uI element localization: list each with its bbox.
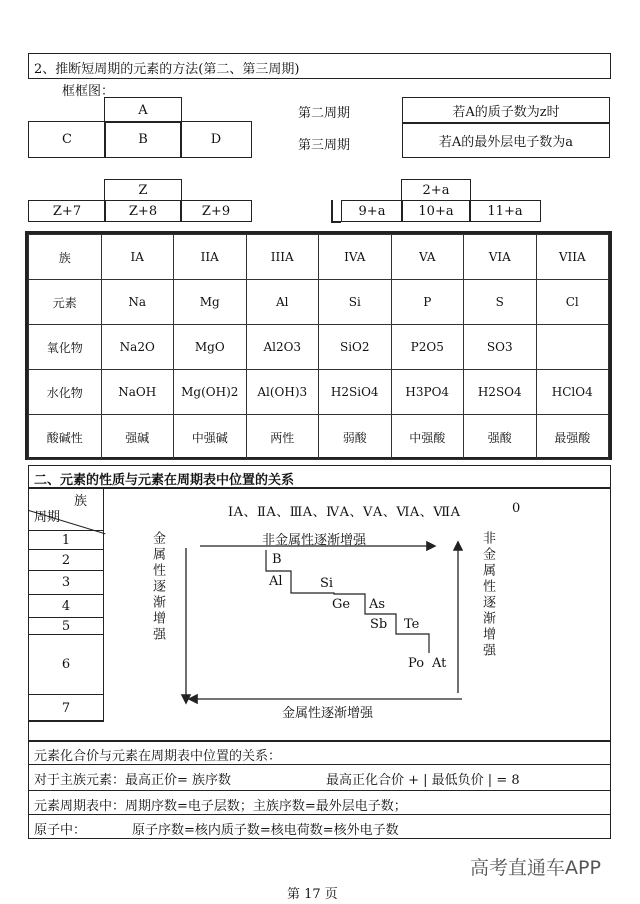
table-cell: 两性	[246, 415, 319, 460]
top-arrow-label: 非金属性逐渐增强	[262, 533, 367, 548]
table-cell: IIIA	[246, 235, 319, 280]
rules-line1: 元素化合价与元素在周期表中位置的关系：	[34, 749, 282, 764]
table-cell: Na2O	[101, 325, 174, 370]
table-cell: VIA	[464, 235, 537, 280]
a-row-3: 11+a	[469, 200, 541, 222]
element-si: Si	[320, 576, 334, 591]
period2-label: 第二周期	[298, 106, 351, 121]
element-b: B	[272, 552, 282, 567]
table-cell: H2SO4	[464, 370, 537, 415]
table-cell: Na	[101, 280, 174, 325]
section-two-title: 二、元素的性质与元素在周期表中位置的关系	[34, 473, 295, 488]
table-cell: HClO4	[536, 370, 609, 415]
frame-label: 框框图：	[62, 84, 115, 99]
element-sb: Sb	[370, 617, 388, 632]
watermark: 高考直通车APP	[470, 857, 601, 879]
groups-label: ⅠA、ⅡA、ⅢA、ⅣA、ⅤA、ⅥA、ⅦA	[228, 505, 461, 520]
right-nonmetal-vertical: 非金属性逐渐增强	[480, 531, 495, 659]
rules-divider-3	[28, 790, 611, 791]
table-cell: NaOH	[101, 370, 174, 415]
period-cell: 3	[28, 570, 104, 595]
table-cell: Si	[319, 280, 392, 325]
table-cell: P	[391, 280, 464, 325]
table-cell: Mg(OH)2	[174, 370, 247, 415]
table-cell: 强碱	[101, 415, 174, 460]
z-box: Z	[104, 179, 182, 201]
left-metal-vertical: 金属性逐渐增强	[150, 531, 165, 643]
rules-line4a: 原子中：	[34, 823, 87, 838]
period-cell: 5	[28, 617, 104, 635]
frame-box-a: A	[104, 97, 182, 123]
frame-box-d: D	[180, 121, 252, 158]
table-cell: H3PO4	[391, 370, 464, 415]
table-row-header: 酸碱性	[29, 415, 102, 460]
z-row-2: Z+8	[104, 200, 182, 222]
table-row-header: 族	[29, 235, 102, 280]
period-cell: 6	[28, 634, 104, 695]
table-cell: MgO	[174, 325, 247, 370]
period2-rule: 若A的质子数为z时	[402, 97, 610, 123]
table-cell: Al	[246, 280, 319, 325]
table-cell: 强酸	[464, 415, 537, 460]
rules-line2a: 对于主族元素：最高正价= 族序数	[34, 773, 232, 788]
table-cell: SO3	[464, 325, 537, 370]
table-cell: IIA	[174, 235, 247, 280]
period-cell: 7	[28, 694, 104, 722]
period3-label: 第三周期	[298, 138, 351, 153]
element-as: As	[369, 597, 386, 612]
table-cell: P2O5	[391, 325, 464, 370]
z-row-1: Z+7	[28, 200, 106, 222]
element-po: Po	[408, 656, 425, 671]
table-cell: S	[464, 280, 537, 325]
table-cell: IA	[101, 235, 174, 280]
rules-divider-2	[28, 764, 611, 765]
period-cell: 1	[28, 530, 104, 550]
table-cell: 最强酸	[536, 415, 609, 460]
frame-box-b: B	[104, 121, 182, 158]
table-cell: VIIA	[536, 235, 609, 280]
corner-group-label: 族	[74, 494, 88, 509]
corner-period-label: 周期	[34, 510, 61, 525]
rules-divider-1	[28, 740, 611, 742]
period-cell: 4	[28, 594, 104, 618]
table-cell: 中强碱	[174, 415, 247, 460]
element-at: At	[432, 656, 447, 671]
table-cell: 中强酸	[391, 415, 464, 460]
zero-group-label: 0	[512, 501, 521, 516]
element-al: Al	[269, 574, 283, 589]
table-cell: Al(OH)3	[246, 370, 319, 415]
frame-box-c: C	[28, 121, 106, 158]
page-footer: 第 17 页	[287, 887, 338, 902]
bottom-arrow-label: 金属性逐渐增强	[282, 706, 374, 721]
table-cell: Al2O3	[246, 325, 319, 370]
table-cell: VA	[391, 235, 464, 280]
table-cell: 弱酸	[319, 415, 392, 460]
z-row-3: Z+9	[180, 200, 252, 222]
a-row-2: 10+a	[401, 200, 471, 222]
table-cell: H2SiO4	[319, 370, 392, 415]
rules-line2b: 最高正化合价 + | 最低负价 | = 8	[326, 773, 520, 788]
rules-line3: 元素周期表中：周期序数=电子层数；主族序数=最外层电子数；	[34, 799, 407, 814]
period-cell: 2	[28, 549, 104, 571]
table-row-header: 水化物	[29, 370, 102, 415]
table-row-header: 氧化物	[29, 325, 102, 370]
a-box: 2+a	[401, 179, 471, 201]
section2-title: 2、推断短周期的元素的方法(第二、第三周期)	[34, 62, 300, 77]
period3-rule: 若A的最外层电子数为a	[402, 123, 610, 158]
element-te: Te	[404, 617, 420, 632]
table-cell: SiO2	[319, 325, 392, 370]
rules-line4b: 原子序数=核内质子数=核电荷数=核外电子数	[132, 823, 399, 838]
table-row-header: 元素	[29, 280, 102, 325]
element-ge: Ge	[332, 597, 351, 612]
table-cell: Cl	[536, 280, 609, 325]
rules-divider-4	[28, 814, 611, 815]
table-cell: IVA	[319, 235, 392, 280]
a-row-1: 9+a	[341, 200, 403, 222]
table-cell: Mg	[174, 280, 247, 325]
